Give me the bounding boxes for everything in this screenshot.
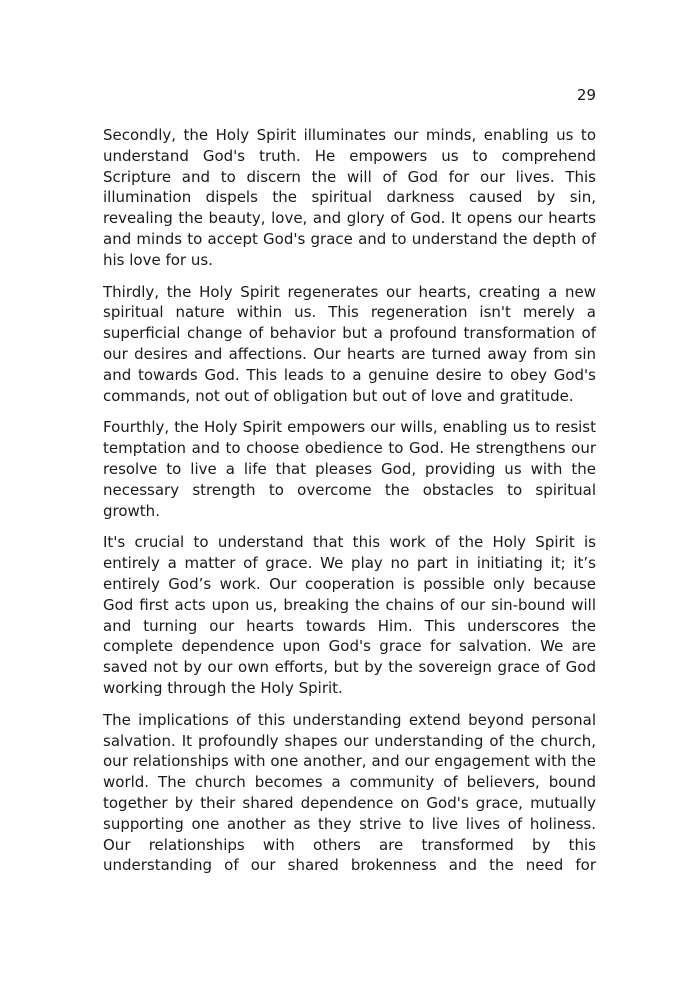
paragraph-grace: It's crucial to understand that this work of the Holy Spirit is entirely a matter of grace. We play no part in initiating it; it’s entirely God’s work. Our cooperation is possible only because God first acts upon us, breaking the chains of our sin-bound will and turning our hearts towards Him. This underscores the complete dependence upon God's grace for salvation. We are saved not by our own efforts, but by the sovereign grace of God working through the Holy Spirit. <box>103 533 596 697</box>
page-number: 29 <box>576 86 596 104</box>
paragraph-thirdly: Thirdly, the Holy Spirit regenerates our hearts, creating a new spiritual nature within us. This regeneration isn't merely a superficial change of behavior but a profound transformation of our desires and affections. Our hearts are turned away from sin and towards God. This leads to a genuine desire to obey God's commands, not out of obligation but out of love and gratitude. <box>103 282 596 405</box>
paragraph-fourthly: Fourthly, the Holy Spirit empowers our wills, enabling us to resist temptation and to choose obedience to God. He strengthens our resolve to live a life that pleases God, providing us with the necessary strength to overcome the obstacles to spiritual growth. <box>103 418 596 520</box>
paragraph-secondly: Secondly, the Holy Spirit illuminates our minds, enabling us to understand God's truth. He empowers us to comprehend Scripture and to discern the will of God for our lives. This illumination dispels the spiritual darkness caused by sin, revealing the beauty, love, and glory of God. It opens our hearts and minds to accept God's grace and to understand the depth of his love for us. <box>103 126 596 269</box>
paragraph-implications: The implications of this understanding extend beyond personal salvation. It profoundly shapes our understanding of the church, our relationships with one another, and our engagement with the world. The church becomes a community of believers, bound together by their shared dependence on God's grace, mutually supporting one another as they strive to live lives of holiness. Our relationships with others are transformed by this understanding of our shared brokenness and the need for <box>103 710 596 875</box>
body-text <box>103 125 596 887</box>
